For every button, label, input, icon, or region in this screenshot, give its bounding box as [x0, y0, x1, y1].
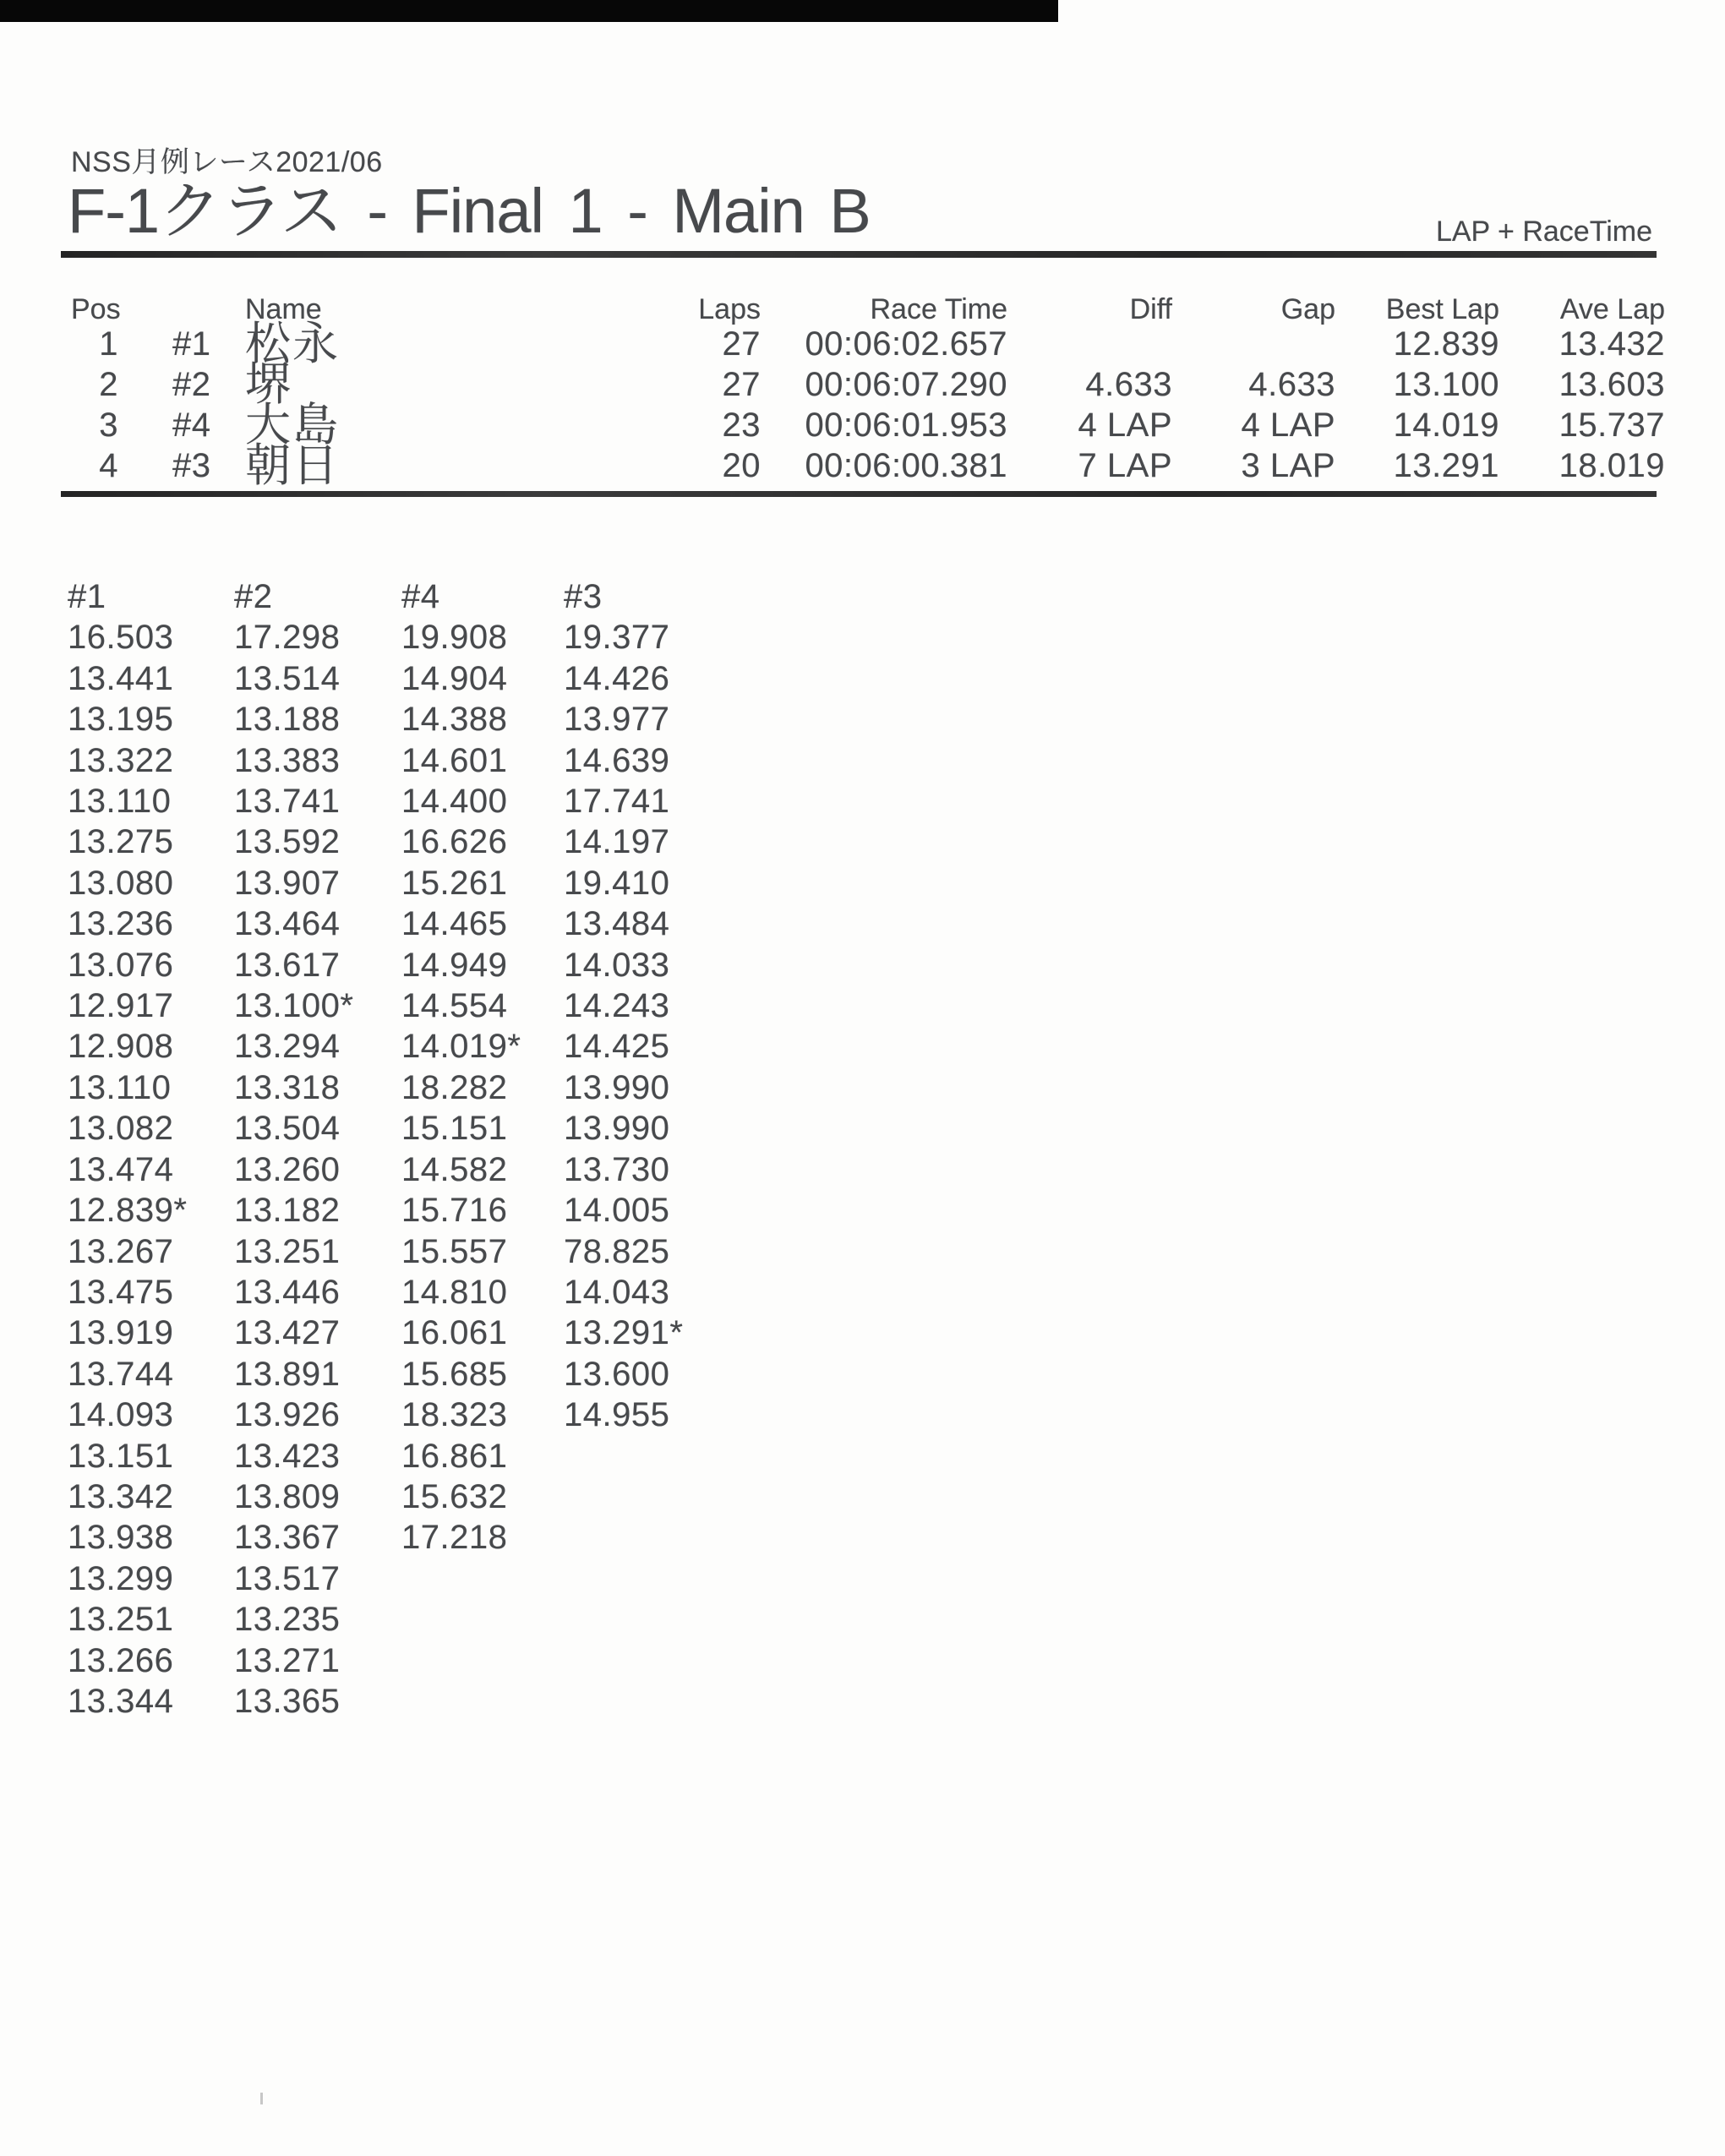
- lap-list: [401, 617, 521, 1558]
- lap-time-value: 13.441: [68, 659, 174, 697]
- lap-time-value: 12.917: [68, 987, 174, 1025]
- lap-time-value: 14.639: [564, 741, 670, 779]
- lap-time-value: 13.367: [234, 1519, 341, 1557]
- lap-time-value: 13.251: [68, 1601, 174, 1639]
- col-header-best-lap: Best Lap: [1385, 293, 1499, 325]
- lap-time-value: 17.741: [564, 783, 670, 821]
- lap-time-value: 13.188: [234, 701, 341, 739]
- lap-time-value: 13.926: [234, 1396, 341, 1434]
- lap-time-value: 15.557: [401, 1232, 508, 1270]
- lap-time-value: 13.322: [68, 741, 174, 779]
- col-header-pos: Pos: [71, 293, 121, 325]
- table-row: [0, 359, 1725, 410]
- lap-time-value: 13.291*: [564, 1314, 684, 1352]
- driver-name-cell: 大島: [245, 400, 340, 450]
- lap-time-value: 15.716: [401, 1192, 508, 1230]
- lap-time-value: 14.426: [564, 659, 670, 697]
- laps-cell: 27: [722, 366, 761, 403]
- col-header-name: Name: [245, 293, 322, 325]
- lap-time-value: 13.617: [234, 946, 341, 984]
- lap-time-value: 13.730: [564, 1150, 670, 1188]
- table-row: [0, 319, 1725, 369]
- lap-time-value: 14.043: [564, 1273, 670, 1311]
- divider-bottom: [61, 491, 1657, 497]
- lap-time-value: 14.554: [401, 987, 508, 1025]
- lap-time-value: 13.919: [68, 1314, 174, 1352]
- table-row: [0, 400, 1725, 450]
- lap-time-value: 14.810: [401, 1273, 508, 1311]
- lap-time-value: 14.019*: [401, 1028, 521, 1066]
- lap-time-value: 13.076: [68, 946, 174, 984]
- pos-cell: 4: [99, 447, 118, 484]
- table-row: [0, 440, 1725, 491]
- lap-time-value: 13.260: [234, 1150, 341, 1188]
- lap-time-value: 13.423: [234, 1437, 341, 1475]
- lap-time-value: 13.977: [564, 701, 670, 739]
- lap-time-value: 12.908: [68, 1028, 174, 1066]
- lap-list: [68, 617, 187, 1722]
- pos-cell: 2: [99, 366, 118, 403]
- scan-artifact-top-bar: [0, 0, 1058, 22]
- diff-cell: 4.633: [1085, 366, 1172, 403]
- lap-time-value: 19.377: [564, 619, 670, 657]
- lap-time-value: 13.344: [68, 1682, 174, 1720]
- divider-top: [61, 251, 1657, 258]
- col-header-race-time: Race Time: [870, 293, 1007, 325]
- driver-name-cell: 堺: [245, 359, 292, 410]
- race-time-cell: 00:06:07.290: [805, 366, 1007, 403]
- col-header-laps: Laps: [698, 293, 761, 325]
- lap-time-value: 13.182: [234, 1192, 341, 1230]
- lap-time-value: 14.388: [401, 701, 508, 739]
- gap-cell: 4.633: [1248, 366, 1335, 403]
- lap-time-value: 14.465: [401, 905, 508, 943]
- lap-time-value: 13.266: [68, 1641, 174, 1679]
- ave-lap-cell: 13.603: [1559, 366, 1665, 403]
- lap-time-value: 13.504: [234, 1110, 341, 1148]
- lap-time-value: 13.151: [68, 1437, 174, 1475]
- lap-time-value: 13.271: [234, 1641, 341, 1679]
- lap-time-value: 13.484: [564, 905, 670, 943]
- best-lap-cell: 14.019: [1393, 407, 1499, 444]
- lap-time-value: 14.582: [401, 1150, 508, 1188]
- lap-time-value: 13.267: [68, 1232, 174, 1270]
- gap-cell: [1187, 324, 1335, 364]
- best-lap-cell: 13.100: [1393, 366, 1499, 403]
- lap-column-car2: [234, 576, 353, 1722]
- lap-time-value: 13.318: [234, 1068, 341, 1106]
- lap-time-value: 19.410: [564, 864, 670, 902]
- lap-time-value: 19.908: [401, 619, 508, 657]
- gap-cell: 3 LAP: [1241, 447, 1335, 484]
- laps-cell: 20: [722, 447, 761, 484]
- lap-time-value: 13.365: [234, 1682, 341, 1720]
- laps-cell: 27: [722, 325, 761, 363]
- lap-time-value: 13.990: [564, 1110, 670, 1148]
- lap-time-value: 15.685: [401, 1355, 508, 1393]
- lap-time-value: 12.839*: [68, 1192, 188, 1230]
- scan-artifact-speck: [260, 2093, 263, 2104]
- lap-time-value: 13.342: [68, 1477, 174, 1515]
- lap-time-value: 14.093: [68, 1396, 174, 1434]
- lap-time-value: 14.904: [401, 659, 508, 697]
- laps-cell: 23: [722, 407, 761, 444]
- lap-time-value: 15.151: [401, 1110, 508, 1148]
- best-lap-cell: 12.839: [1393, 325, 1499, 363]
- diff-cell: [1018, 324, 1172, 364]
- lap-time-value: 13.100*: [234, 987, 354, 1025]
- gap-cell: 4 LAP: [1241, 407, 1335, 444]
- lap-list: [564, 617, 683, 1435]
- best-lap-cell: 13.291: [1393, 447, 1499, 484]
- lap-time-value: 13.110: [68, 783, 172, 821]
- lap-time-value: 13.938: [68, 1519, 174, 1557]
- lap-time-value: 78.825: [564, 1232, 670, 1270]
- driver-name-cell: 朝日: [245, 440, 340, 491]
- lap-time-value: 15.632: [401, 1477, 508, 1515]
- lap-time-value: 16.626: [401, 823, 508, 861]
- lap-time-value: 13.809: [234, 1477, 341, 1515]
- lap-time-value: 13.299: [68, 1559, 174, 1597]
- lap-time-value: 14.005: [564, 1192, 670, 1230]
- lap-time-value: 18.323: [401, 1396, 508, 1434]
- diff-cell: 7 LAP: [1078, 447, 1172, 484]
- lap-time-value: 13.427: [234, 1314, 341, 1352]
- ave-lap-cell: 15.737: [1559, 407, 1665, 444]
- lap-time-value: 16.503: [68, 619, 174, 657]
- col-header-ave-lap: Ave Lap: [1559, 293, 1665, 325]
- lap-column-header: #4: [401, 578, 440, 615]
- lap-time-value: 13.294: [234, 1028, 341, 1066]
- event-title: NSS月例レース2021/06: [71, 146, 383, 178]
- lap-time-value: 13.744: [68, 1355, 174, 1393]
- lap-time-value: 13.446: [234, 1273, 341, 1311]
- lap-time-value: 13.592: [234, 823, 341, 861]
- lap-time-value: 16.061: [401, 1314, 508, 1352]
- lap-time-value: 13.741: [234, 783, 341, 821]
- lap-time-value: 13.517: [234, 1559, 341, 1597]
- lap-time-value: 13.275: [68, 823, 174, 861]
- race-time-cell: 00:06:00.381: [805, 447, 1007, 484]
- lap-time-value: 13.514: [234, 659, 341, 697]
- lap-column-car3: [564, 576, 683, 1436]
- lap-list: [234, 617, 353, 1722]
- lap-column-car4: [401, 576, 521, 1558]
- diff-cell: 4 LAP: [1078, 407, 1172, 444]
- pos-cell: 3: [99, 407, 118, 444]
- lap-column-header: #1: [68, 578, 106, 615]
- ave-lap-cell: 13.432: [1559, 325, 1665, 363]
- col-header-gap: Gap: [1280, 293, 1335, 325]
- race-time-cell: 00:06:02.657: [805, 325, 1007, 363]
- lap-time-value: 14.949: [401, 946, 508, 984]
- car-number-cell: #4: [172, 407, 211, 444]
- lap-column-car1: [68, 576, 187, 1722]
- lap-time-value: 14.197: [564, 823, 670, 861]
- lap-time-value: 13.907: [234, 864, 341, 902]
- lap-time-value: 13.235: [234, 1601, 341, 1639]
- lap-time-value: 13.251: [234, 1232, 341, 1270]
- lap-column-header: #2: [234, 578, 273, 615]
- lap-time-value: 14.955: [564, 1396, 670, 1434]
- timing-mode-label: LAP + RaceTime: [1435, 216, 1652, 248]
- page-title: F-1クラス - Final 1 - Main B: [68, 176, 871, 246]
- lap-time-value: 13.464: [234, 905, 341, 943]
- lap-time-value: 13.082: [68, 1110, 174, 1148]
- lap-time-value: 13.080: [68, 864, 174, 902]
- lap-time-value: 13.195: [68, 701, 174, 739]
- lap-time-value: 15.261: [401, 864, 508, 902]
- pos-cell: 1: [99, 325, 118, 363]
- lap-time-value: 14.601: [401, 741, 508, 779]
- ave-lap-cell: 18.019: [1559, 447, 1665, 484]
- lap-time-value: 17.298: [234, 619, 341, 657]
- lap-time-value: 18.282: [401, 1068, 508, 1106]
- lap-time-value: 14.243: [564, 987, 670, 1025]
- lap-time-value: 14.400: [401, 783, 508, 821]
- lap-time-value: 13.383: [234, 741, 341, 779]
- car-number-cell: #3: [172, 447, 211, 484]
- lap-column-header: #3: [564, 578, 603, 615]
- lap-time-value: 13.891: [234, 1355, 341, 1393]
- car-number-cell: #1: [172, 325, 211, 363]
- lap-time-value: 13.236: [68, 905, 174, 943]
- lap-time-value: 13.110: [68, 1068, 172, 1106]
- lap-time-value: 13.475: [68, 1273, 174, 1311]
- lap-time-value: 17.218: [401, 1519, 508, 1557]
- lap-time-value: 14.425: [564, 1028, 670, 1066]
- driver-name-cell: 松永: [245, 319, 340, 369]
- lap-time-value: 14.033: [564, 946, 670, 984]
- lap-time-value: 16.861: [401, 1437, 508, 1475]
- lap-time-value: 13.600: [564, 1355, 670, 1393]
- col-header-diff: Diff: [1129, 293, 1172, 325]
- lap-time-value: 13.474: [68, 1150, 174, 1188]
- race-time-cell: 00:06:01.953: [805, 407, 1007, 444]
- car-number-cell: #2: [172, 366, 211, 403]
- lap-time-value: 13.990: [564, 1068, 670, 1106]
